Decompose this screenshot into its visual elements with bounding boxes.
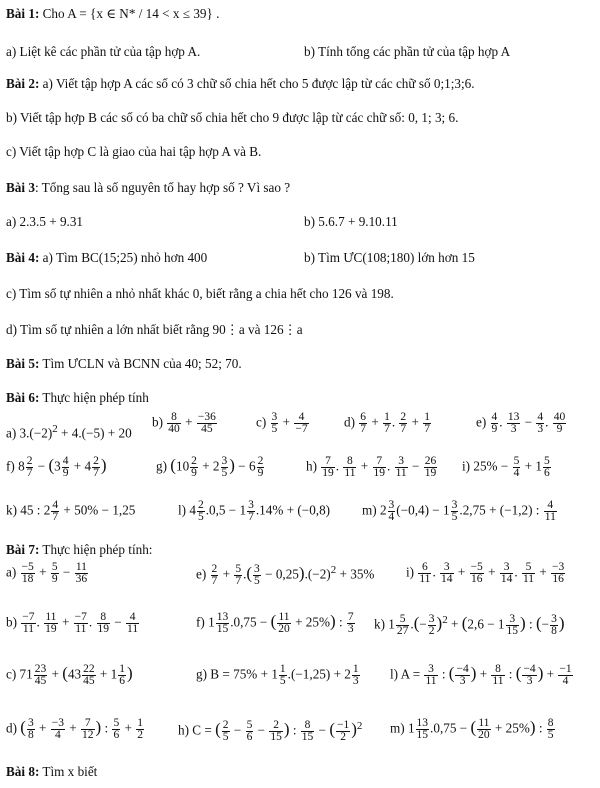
exercise-7-row4 — [6, 716, 594, 756]
formula-6b: b) $\frac{8}{40}$ + $\frac{-36}{45}$ — [152, 411, 216, 435]
exercise-4d: d) Tìm số tự nhiên a lớn nhất biết rằng 90⋮a và 126⋮a — [6, 322, 303, 337]
formula-6k: k) 45 : 2 $\frac{4}{7}$ + 50% − 1,25 — [6, 499, 136, 523]
formula-6l: l) 4 $\frac{2}{5}$ .0,5 − 1 $\frac{3}{7}$ .14% + (−0,8) — [178, 499, 331, 523]
exercise-7-row2 — [6, 610, 594, 650]
exercise-7-statement: Thực hiện phép tính: — [42, 542, 153, 557]
formula-6a: a) $3.(-2)^2 + 4.(-5) + 20$ — [6, 423, 132, 441]
exercise-6-statement: Thực hiện phép tính — [42, 390, 149, 405]
exercise-4-line — [6, 250, 594, 266]
exercise-3-title: Bài 3 — [6, 180, 35, 195]
exercise-7-line — [6, 542, 594, 558]
exercise-8-title: Bài 8: — [6, 764, 40, 779]
exercise-2-line — [6, 76, 594, 92]
formula-7h: h) C = ( $\frac{2}{5}$ − $\frac{5}{6}$ − $\frac{2}{15}$ ) : $\frac{8}{15}$ − ( $\frac{-1}{2}$ )$^2$ — [178, 718, 363, 743]
exercise-1-line — [6, 6, 594, 22]
exercise-5-statement: Tìm ƯCLN và BCNN của 40; 52; 70. — [42, 356, 242, 371]
exercise-4-title: Bài 4: — [6, 250, 40, 265]
exercise-6-row3 — [6, 500, 594, 534]
exercise-8-statement: Tìm x biết — [42, 764, 98, 779]
exercise-8-line — [6, 764, 594, 780]
exercise-6-row2 — [6, 456, 594, 490]
exercise-4b: b) Tìm ƯC(108;180) lớn hơn 15 — [304, 250, 475, 265]
formula-6e: e) $\frac{4}{9}$ . $\frac{13}{3}$ − $\frac{4}{3}$ . $\frac{40}{9}$ — [476, 411, 566, 435]
exercise-5-line — [6, 356, 594, 372]
exercise-2c: c) Viết tập hợp C là giao của hai tập hợp A và B. — [6, 144, 262, 159]
exercise-4c: c) Tìm số tự nhiên a nhỏ nhất khác 0, biết rằng a chia hết cho 126 và 198. — [6, 286, 394, 301]
formula-7f: f) 1 $\frac{13}{15}$ .0,75 − ( $\frac{11}{20}$ + 25%) : $\frac{7}{3}$ — [196, 611, 354, 635]
exercise-6-row1 — [6, 412, 594, 446]
exercise-7-row3 — [6, 662, 594, 702]
formula-7e: e) $\frac{2}{7}$ + $\frac{5}{7}$ .( $\frac{3}{5}$ − $0,25).(-2)^2 + 35\%$ — [196, 562, 375, 587]
formula-6f: f) 8 $\frac{2}{7}$ − (3 $\frac{4}{9}$ + 4 $\frac{2}{7}$ ) — [6, 455, 107, 479]
exercise-1-title: Bài 1: — [6, 6, 40, 21]
exercise-6-line — [6, 390, 594, 406]
exercise-2a: a) Viết tập hợp A các số có 3 chữ số chia hết cho 5 được lập từ các chữ số 0;1;3;6. — [42, 76, 475, 91]
formula-7g: g) B = 75% + 1 $\frac{1}{5}$ .(−1,25) + 2 $\frac{1}{3}$ — [196, 663, 359, 687]
exercise-3a: a) 2.3.5 + 9.31 — [6, 214, 84, 229]
exercise-1-statement: Cho A = {x ∈ N* / 14 < x ≤ 39} . — [42, 6, 220, 21]
exercise-3b: b) 5.6.7 + 9.10.11 — [304, 214, 398, 229]
formula-6i: i) 25% − $\frac{5}{4}$ + 1 $\frac{5}{6}$ — [462, 455, 550, 479]
formula-7l: l) A = $\frac{3}{11}$ : ( $\frac{-4}{3}$ ) + $\frac{8}{11}$ : ( $\frac{-4}{3}$ ) + $\frac{-1}{4}$ — [390, 663, 572, 687]
exercise-2-title: Bài 2: — [6, 76, 40, 91]
formula-6c: c) $\frac{3}{5}$ + $\frac{4}{-7}$ — [256, 411, 308, 435]
exercise-5-title: Bài 5: — [6, 356, 40, 371]
exercise-7-row1 — [6, 562, 594, 598]
formula-7c: c) 71 $\frac{23}{45}$ + (43 $\frac{22}{45}$ + 1 $\frac{1}{6}$ ) — [6, 663, 133, 687]
exercise-3-statement: : Tổng sau là số nguyên tố hay hợp số ? Vì sao ? — [34, 180, 291, 195]
exercise-4a: a) Tìm BC(15;25) nhỏ hơn 400 — [42, 250, 208, 265]
formula-7d: d) ( $\frac{3}{8}$ + $\frac{-3}{4}$ + $\frac{7}{12}$ ) : $\frac{5}{6}$ + $\frac{1}{2}$ — [6, 717, 143, 741]
exercise-2b: b) Viết tập hợp B các số có ba chữ số chia hết cho 9 được lập từ các chữ số: 0, 1; 3; 6. — [6, 110, 459, 125]
formula-6h: h) $\frac{7}{19}$ . $\frac{8}{11}$ + $\frac{7}{19}$ . $\frac{3}{11}$ − $\frac{26}{19}$ — [306, 455, 437, 479]
formula-7k: k) 1 $\frac{5}{27}$ .(− $\frac{3}{2}$ )$^2$ + (2,6 − 1 $\frac{3}{15}$ ) : (− $\frac{3}{8}$ ) — [374, 612, 565, 637]
exercise-6-title: Bài 6: — [6, 390, 40, 405]
formula-6g: g) (10 $\frac{2}{9}$ + 2 $\frac{3}{5}$ ) − 6 $\frac{2}{9}$ — [156, 455, 264, 479]
formula-7b: b) $\frac{-7}{11}$ . $\frac{11}{19}$ + $\frac{-7}{11}$ . $\frac{8}{19}$ − $\frac{4}{11}$ — [6, 611, 139, 635]
formula-7m: m) 1 $\frac{13}{15}$ .0,75 − ( $\frac{11}{20}$ + 25%) : $\frac{8}{5}$ — [390, 717, 554, 741]
exercise-1b: b) Tính tổng các phần tử của tập hợp A — [304, 44, 511, 59]
formula-6d: d) $\frac{6}{7}$ + $\frac{1}{7}$ . $\frac{2}{7}$ + $\frac{1}{7}$ — [344, 411, 430, 435]
formula-7a: a) $\frac{-5}{18}$ + $\frac{5}{9}$ − $\frac{11}{36}$ — [6, 561, 88, 585]
exercise-1a: a) Liệt kê các phần tử của tập hợp A. — [6, 44, 201, 59]
exercise-7-title: Bài 7: — [6, 542, 40, 557]
formula-7i: i) $\frac{6}{11}$ . $\frac{3}{14}$ + $\frac{-5}{16}$ + $\frac{3}{14}$ . $\frac{5}{11}$ + $\frac{-3}{16}$ — [406, 561, 565, 585]
formula-6m: m) 2 $\frac{3}{4}$ (−0,4) − 1 $\frac{3}{5}$ .2,75 + (−1,2) : $\frac{4}{11}$ — [362, 499, 556, 523]
exercise-3-line — [6, 180, 594, 196]
